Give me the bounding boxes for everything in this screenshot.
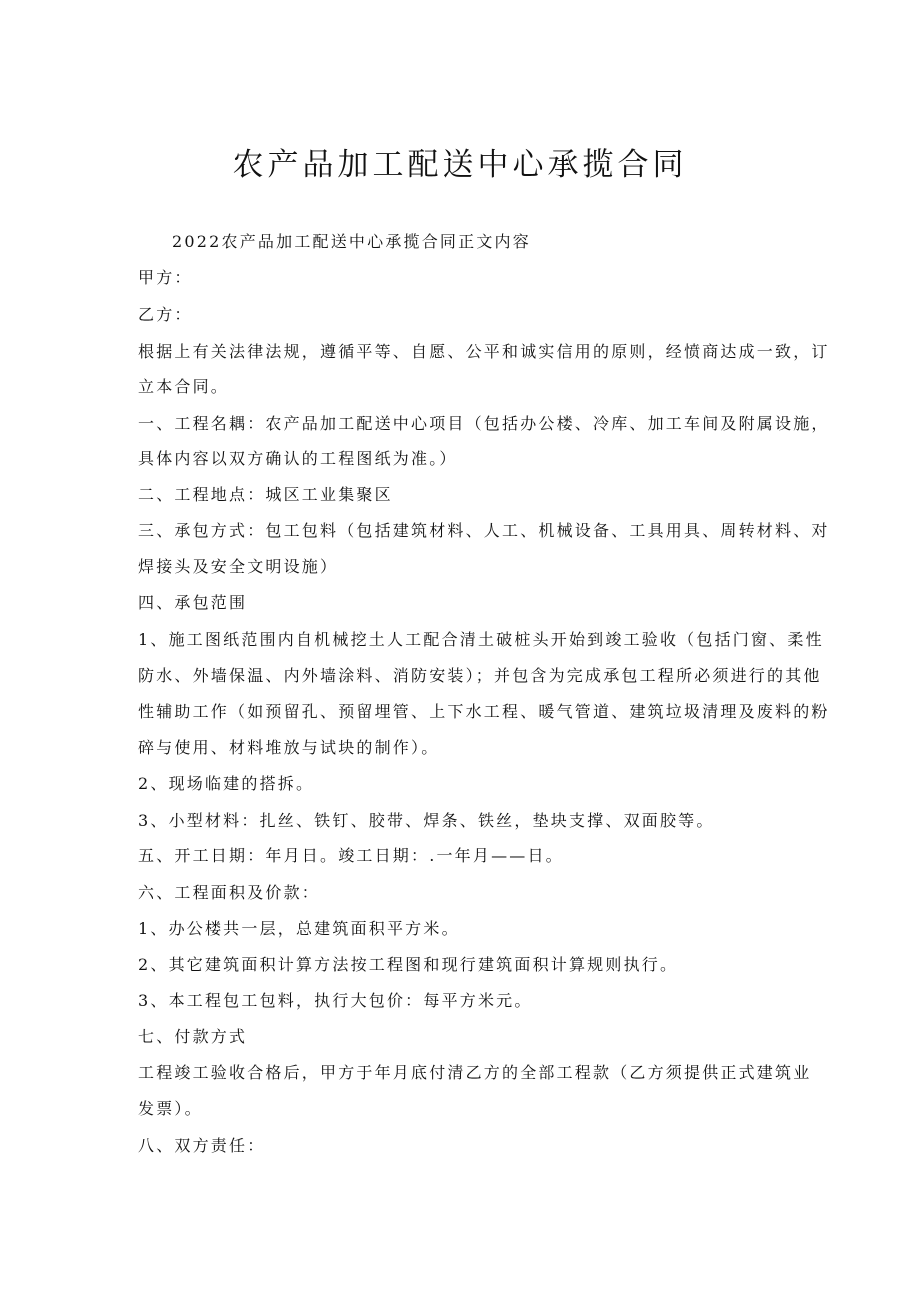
clause-7-line-1: 工程竣工验收合格后，甲方于年月底付清乙方的全部工程款（乙方须提供正式建筑业 — [138, 1063, 812, 1082]
preamble-line-1: 根据上有关法律法规，遵循平等、自愿、公平和诚实信用的原则，经愤商达成一致，订 — [138, 342, 830, 361]
clause-4-item-2: 2、现场临建的搭拆。 — [138, 774, 315, 793]
document-title: 农产品加工配送中心承揽合同 — [232, 147, 688, 183]
clause-7-line-2: 发票）。 — [138, 1099, 203, 1118]
clause-1-line-2: 具体内容以双方确认的工程图纸为准。） — [138, 449, 458, 468]
clause-3-line-1: 三、承包方式：包工包料（包括建筑材料、人工、机械设备、工具用具、周转材料、对 — [138, 521, 830, 540]
clause-6-heading: 六、工程面积及价款： — [138, 883, 321, 902]
party-b-line: 乙方： — [138, 305, 193, 324]
clause-6-item-3: 3、本工程包工包料，执行大包价：每平方米元。 — [138, 991, 533, 1010]
clause-8-heading: 八、双方责任： — [138, 1136, 266, 1155]
clause-3-line-2: 焊接头及安全文明设施） — [138, 557, 339, 576]
clause-6-item-2: 2、其它建筑面积计算方法按工程图和现行建筑面积计算规则执行。 — [138, 955, 679, 974]
clause-4-item-1-line-2: 防水、外墙保温、内外墙涂料、消防安装）；并包含为完成承包工程所必须进行的其他 — [138, 666, 822, 685]
clause-4-item-1-line-3: 性辅助工作（如预留孔、预留埋管、上下水工程、暖气管道、建筑垃圾清理及废料的粉 — [138, 702, 830, 721]
clause-4-item-3: 3、小型材料：扎丝、铁钉、胶带、焊条、铁丝，垫块支撑、双面胶等。 — [138, 811, 715, 830]
clause-7-heading: 七、付款方式 — [138, 1027, 248, 1046]
clause-4-item-1-line-1: 1、施工图纸范围内自机械挖土人工配合清土破桩头开始到竣工验收（包括门窗、柔性 — [138, 630, 824, 649]
clause-1-line-1: 一、工程名耦：农产品加工配送中心项目（包括办公楼、冷库、加工车间及附属设施， — [138, 414, 830, 433]
clause-2-line: 二、工程地点：城区工业集聚区 — [138, 485, 393, 504]
subtitle-line: 2022农产品加工配送中心承揽合同正文内容 — [172, 232, 531, 251]
preamble-line-2: 立本合同。 — [138, 377, 230, 396]
clause-6-item-1: 1、办公楼共一层，总建筑面积平方米。 — [138, 919, 460, 938]
clause-4-heading: 四、承包范围 — [138, 593, 248, 612]
clause-4-item-1-line-4: 碎与使用、材料堆放与试块的制作）。 — [138, 738, 440, 757]
clause-5-line: 五、开工日期：年月日。竣工日期：.一年月——日。 — [138, 846, 564, 865]
party-a-line: 甲方： — [138, 268, 193, 287]
